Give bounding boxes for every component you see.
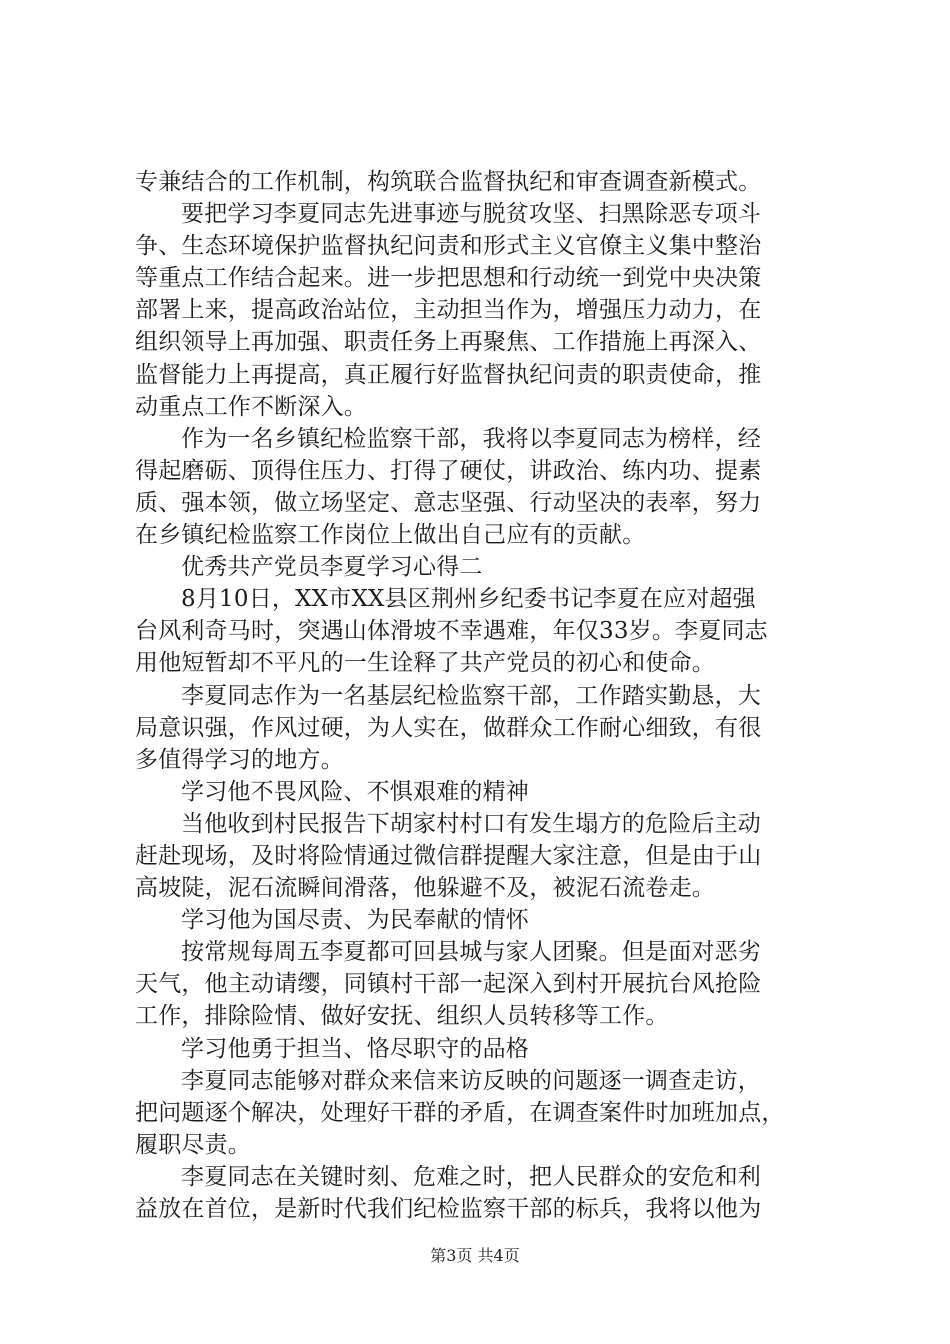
text-line: 用他短暂却不平凡的一生诠释了共产党员的初心和使命。 [135,650,715,677]
text-line: 在乡镇纪检监察工作岗位上做出自己应有的贡献。 [135,522,646,549]
text-line: 李夏同志能够对群众来信来访反映的问题逐一调查走访， [181,1067,761,1094]
text-line: 优秀共产党员李夏学习心得二 [181,554,483,581]
page-footer [0,1246,950,1266]
text-line: 监督能力上再提高，真正履行好监督执纪问责的职责使命，推 [135,361,762,388]
text-line: 按常规每周五李夏都可回县城与家人团聚。但是面对恶劣 [181,939,761,966]
text-line: 部署上来，提高政治站位，主动担当作为，增强压力动力，在 [135,297,762,324]
text-line: 要把学习李夏同志先进事迹与脱贫攻坚、扫黑除恶专项斗 [181,201,761,228]
text-line: 8月10日，XX市XX县区荆州乡纪委书记李夏在应对超强 [181,586,756,613]
text-line: 局意识强，作风过硬，为人实在，做群众工作耐心细致，有很 [135,714,762,741]
text-line: 李夏同志在关键时刻、危难之时，把人民群众的安危和利 [181,1163,761,1190]
text-line: 工作，排除险情、做好安抚、组织人员转移等工作。 [135,1003,669,1030]
text-line: 作为一名乡镇纪检监察干部，我将以李夏同志为榜样，经 [181,425,761,452]
text-line: 益放在首位，是新时代我们纪检监察干部的标兵，我将以他为 [135,1196,762,1222]
text-line: 争、生态环境保护监督执纪问责和形式主义官僚主义集中整治 [135,233,762,260]
text-line: 学习他勇于担当、恪尽职守的品格 [181,1035,529,1062]
document-body [135,166,835,1225]
text-line: 动重点工作不断深入。 [135,393,367,420]
text-line: 高坡陡，泥石流瞬间滑落，他躲避不及，被泥石流卷走。 [135,875,715,902]
text-line: 组织领导上再加强、职责任务上再聚焦、工作措施上再深入、 [135,329,762,356]
text-line: 把问题逐个解决，处理好干群的矛盾，在调查案件时加班加点， [135,1099,785,1126]
text-line: 质、强本领，做立场坚定、意志坚强、行动坚决的表率，努力 [135,489,762,516]
page-number-label: 第3页 共4页 [430,1246,520,1265]
text-line: 当他收到村民报告下胡家村村口有发生塌方的危险后主动 [181,810,761,837]
text-line: 履职尽责。 [135,1131,251,1158]
text-line: 台风利奇马时，突遇山体滑坡不幸遇难，年仅33岁。李夏同志 [135,618,768,645]
text-line: 李夏同志作为一名基层纪检监察干部，工作踏实勤恳，大 [181,682,761,709]
text-line: 天气，他主动请缨，同镇村干部一起深入到村开展抗台风抢险 [135,971,762,998]
text-line: 得起磨砺、顶得住压力、打得了硬仗，讲政治、练内功、提素 [135,457,762,484]
text-line: 专兼结合的工作机制，构筑联合监督执纪和审查调查新模式。 [135,169,762,195]
text-line: 学习他不畏风险、不惧艰难的精神 [181,778,529,805]
text-line: 学习他为国尽责、为民奉献的情怀 [181,907,529,934]
text-line: 等重点工作结合起来。进一步把思想和行动统一到党中央决策 [135,265,762,292]
text-line: 多值得学习的地方。 [135,746,344,773]
text-line: 赶赴现场，及时将险情通过微信群提醒大家注意，但是由于山 [135,842,762,869]
